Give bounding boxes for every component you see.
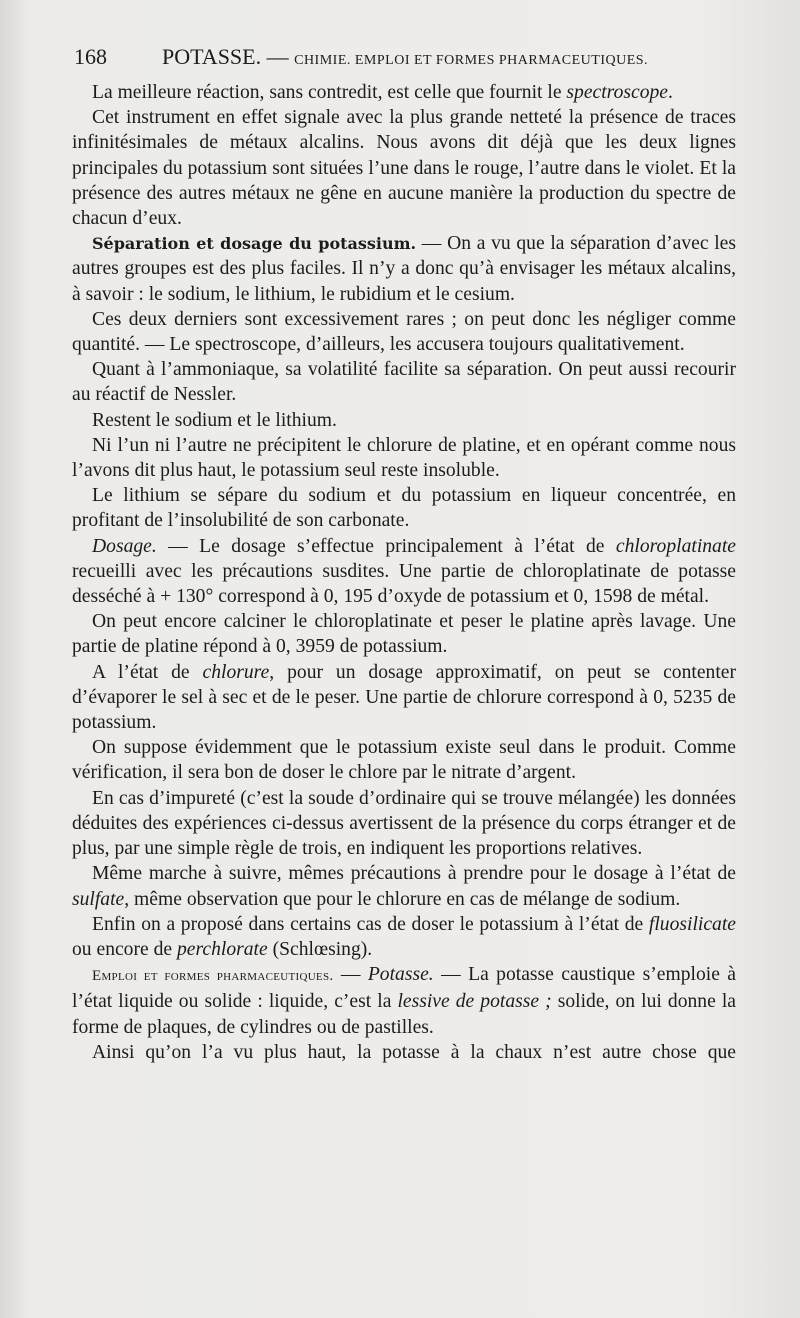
body-text: [72, 80, 736, 1065]
running-title: [162, 44, 648, 70]
p9-italic: chloroplatinate: [615, 535, 736, 557]
section-heading-dosage: Dosage.: [92, 535, 157, 557]
p14-text-a: Même marche à suivre, mêmes précautions à prendre pour le dosage à l’état de: [92, 863, 736, 885]
p11-italic: chlorure: [202, 661, 270, 683]
paragraph-1: [72, 80, 736, 105]
running-title-sub: CHIMIE. EMPLOI ET FORMES PHARMACEUTIQUES.: [294, 53, 649, 68]
p15-text-e: (Schlœsing).: [267, 938, 373, 960]
p14-italic: sulfate: [72, 888, 125, 910]
paragraph-10: On peut encore calciner le chloroplatinate et peser le platine après lavage. Une partie de platine répond à 0, 3959 de potassium.: [72, 611, 736, 658]
paragraph-15: [72, 912, 736, 962]
p15-italic-b: fluosilicate: [648, 913, 736, 935]
p1-text: La meilleure réaction, sans contredit, est celle que fournit le: [92, 82, 567, 103]
p15-text-a: Enfin on a proposé dans certains cas de doser le potassium à l’état de: [92, 913, 649, 935]
p1-italic: spectroscope: [566, 82, 668, 103]
paragraph-12: On suppose évidemment que le potassium existe seul dans le produit. Comme vérification, il sera bon de doser le chlore par le nitrate d’argent.: [72, 737, 736, 784]
p9-text-a: — Le dosage s’effectue principalement à l’état de: [156, 535, 616, 557]
paragraph-17: Ainsi qu’on l’a vu plus haut, la potasse à la chaux n’est autre chose que: [92, 1041, 736, 1063]
p11-text-a: A l’état de: [92, 661, 203, 683]
p16-italic-lessive: lessive de potasse ;: [397, 991, 552, 1013]
paragraph-3: [72, 231, 736, 307]
p16-text-c: — La potasse caustique s’emploie à l’état liquide ou solide : liquide, c’est la: [72, 964, 737, 1013]
p16-dash: —: [333, 964, 368, 986]
p16-text-e: solide, on lui donne la forme de plaques, de cylindres ou de pastilles.: [72, 991, 736, 1038]
page-number: 168: [74, 44, 107, 69]
section-heading-emploi: Emploi et formes pharmaceutiques.: [92, 968, 334, 985]
section-heading-separation: Séparation et dosage du potassium.: [92, 234, 417, 254]
running-title-dash: —: [266, 44, 289, 69]
paragraph-2: Cet instrument en effet signale avec la plus grande netteté la présence de traces infinitésimales de métaux alcalins. Nous avons dit déjà que les deux lignes principales du potassium sont situées l’une dans le rouge, l’autre dans le violet. Et la présence des autres métaux ne gêne en aucune manière la production du spectre de chacun d’eux.: [72, 107, 736, 230]
paragraph-16: [72, 962, 736, 1040]
p9-text-c: recueilli avec les précautions susdites. Une partie de chloroplatinate de potasse desséché à + 130° correspond à 0, 195 d’oxyde de potassium et 0, 1598 de métal.: [72, 560, 736, 608]
p15-text-c: ou encore de: [72, 938, 177, 960]
paragraph-7: Ni l’un ni l’autre ne précipitent le chlorure de platine, et en opérant comme nous l’avons dit plus haut, le potassium seul reste insoluble.: [72, 434, 736, 482]
paragraph-13: En cas d’impureté (c’est la soude d’ordinaire qui se trouve mélangée) les données déduites des expériences ci-dessus avertissent de la présence du corps étranger et de plus, par une simple règle de trois, en indiquent les proportions relatives.: [72, 787, 736, 860]
paragraph-6: Restent le sodium et le lithium.: [92, 409, 337, 431]
running-header: [74, 44, 734, 78]
p11-text-c: , pour un dosage approximatif, on peut se contenter d’évaporer le sel à sec et de le peser. Une partie de chlorure correspond à 0, 5235 de potassium.: [72, 661, 736, 734]
running-title-main: POTASSE.: [162, 44, 262, 69]
p1-end: .: [668, 82, 673, 103]
paragraph-11: [72, 660, 736, 736]
paragraph-8: Le lithium se sépare du sodium et du potassium en liqueur concentrée, en profitant de l’insolubilité de son carbonate.: [72, 485, 736, 532]
paragraph-4: Ces deux derniers sont excessivement rares ; on peut donc les négliger comme quantité. — Le spectroscope, d’ailleurs, les accusera toujours qualitativement.: [72, 308, 736, 356]
paragraph-9: [72, 534, 736, 610]
paragraph-14: [72, 861, 736, 911]
p14-text-c: , même observation que pour le chlorure en cas de mélange de sodium.: [124, 888, 681, 910]
paragraph-5: Quant à l’ammoniaque, sa volatilité facilite sa séparation. On peut aussi recourir au réactif de Nessler.: [72, 359, 736, 406]
p3-text: — On a vu que la séparation d’avec les autres groupes est des plus faciles. Il n’y a donc qu’à envisager les métaux alcalins, à savoir : le sodium, le lithium, le rubidium et le cesium.: [72, 233, 736, 305]
p16-italic-potasse: Potasse.: [367, 964, 434, 986]
p15-italic-d: perchlorate: [177, 938, 268, 960]
